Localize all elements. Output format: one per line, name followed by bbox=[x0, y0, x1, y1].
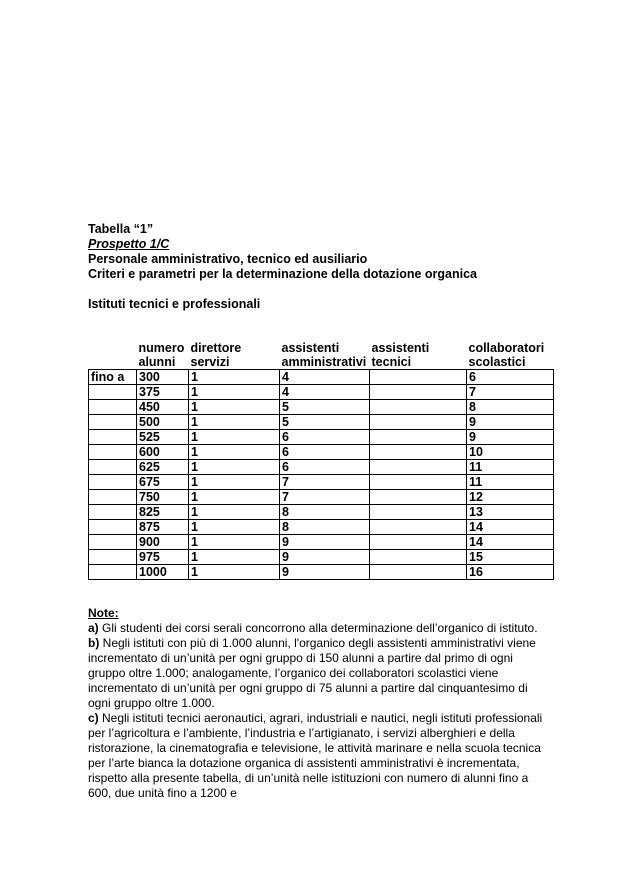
notes-section bbox=[88, 606, 548, 801]
amministrativi-cell: 4 bbox=[280, 370, 370, 385]
note-a: a) Gli studenti dei corsi serali concorrono alla determinazione dell’organico di istituto. bbox=[88, 621, 538, 635]
amministrativi-cell: 5 bbox=[280, 415, 370, 430]
prospetto-subtitle: Prospetto 1/C bbox=[88, 237, 170, 251]
alunni-cell: 625 bbox=[137, 460, 189, 475]
alunni-cell: 875 bbox=[137, 520, 189, 535]
tecnici-cell bbox=[370, 535, 467, 550]
direttore-cell: 1 bbox=[189, 430, 280, 445]
row-label-cell bbox=[89, 385, 137, 400]
tecnici-cell bbox=[370, 385, 467, 400]
amministrativi-cell: 7 bbox=[280, 490, 370, 505]
note-c: c) Negli istituti tecnici aeronautici, agrari, industriali e nautici, negli istituti professionali per l’agricoltura e l’ambiente, l’industria e l’artigianato, i servizi alberghieri e della ristorazione, la cinematografia e televisione, le attività marinare e nella scuola tecnica per l’arte bianca la dotazione organica di assistenti amministrativi è incrementata, rispetto alla presente tabella, di un’unità nelle istituzioni con numero di alunni fino a 600, due unità fino a 1200 e bbox=[88, 711, 543, 800]
table-row bbox=[89, 385, 554, 400]
row-label-cell bbox=[89, 520, 137, 535]
header-cell-amministrativi: assistenti amministrativi bbox=[281, 341, 367, 369]
note-b: b) Negli istituti con più di 1.000 alunni, l'organico degli assistenti amministrativi viene incrementato di un’unità per ogni gruppo di 150 alunni a partire dal primo di ogni gruppo oltre 1.000; analogamente, l’organico dei collaboratori scolastici viene incrementato di un’unità per ogni gruppo di 75 alunni a partire dal cinquantesimo di ogni gruppo oltre 1.000. bbox=[88, 636, 536, 710]
amministrativi-cell: 8 bbox=[280, 505, 370, 520]
header-cell-collaboratori: collaboratori scolastici bbox=[468, 341, 545, 369]
collaboratori-cell: 15 bbox=[467, 550, 554, 565]
section-heading: Istituti tecnici e professionali bbox=[88, 297, 261, 311]
collaboratori-cell: 12 bbox=[467, 490, 554, 505]
row-label-cell bbox=[89, 475, 137, 490]
table-title: Tabella “1” bbox=[88, 222, 154, 236]
tecnici-cell bbox=[370, 505, 467, 520]
collaboratori-cell: 11 bbox=[467, 475, 554, 490]
alunni-cell: 825 bbox=[137, 505, 189, 520]
row-label-cell bbox=[89, 505, 137, 520]
table-row bbox=[89, 445, 554, 460]
tecnici-cell bbox=[370, 565, 467, 580]
collaboratori-cell: 16 bbox=[467, 565, 554, 580]
row-label-cell bbox=[89, 430, 137, 445]
header-cell-direttore: direttore servizi bbox=[190, 341, 242, 369]
direttore-cell: 1 bbox=[189, 415, 280, 430]
collaboratori-cell: 11 bbox=[467, 460, 554, 475]
table-row bbox=[89, 460, 554, 475]
tecnici-cell bbox=[370, 415, 467, 430]
table-row bbox=[89, 475, 554, 490]
alunni-cell: 1000 bbox=[137, 565, 189, 580]
table-row bbox=[89, 550, 554, 565]
alunni-cell: 750 bbox=[137, 490, 189, 505]
tecnici-cell bbox=[370, 430, 467, 445]
row-label-cell bbox=[89, 490, 137, 505]
staffing-table bbox=[88, 341, 554, 580]
amministrativi-cell: 6 bbox=[280, 460, 370, 475]
alunni-cell: 450 bbox=[137, 400, 189, 415]
direttore-cell: 1 bbox=[189, 400, 280, 415]
amministrativi-cell: 4 bbox=[280, 385, 370, 400]
direttore-cell: 1 bbox=[189, 460, 280, 475]
tecnici-cell bbox=[370, 475, 467, 490]
row-label-cell bbox=[89, 445, 137, 460]
amministrativi-cell: 6 bbox=[280, 430, 370, 445]
table-row bbox=[89, 370, 554, 385]
table-row bbox=[89, 415, 554, 430]
row-label-cell bbox=[89, 400, 137, 415]
alunni-cell: 525 bbox=[137, 430, 189, 445]
alunni-cell: 375 bbox=[137, 385, 189, 400]
direttore-cell: 1 bbox=[189, 445, 280, 460]
table-row bbox=[89, 400, 554, 415]
row-label-cell bbox=[89, 415, 137, 430]
amministrativi-cell: 9 bbox=[280, 565, 370, 580]
table-row bbox=[89, 430, 554, 445]
direttore-cell: 1 bbox=[189, 505, 280, 520]
tecnici-cell bbox=[370, 520, 467, 535]
collaboratori-cell: 9 bbox=[467, 415, 554, 430]
amministrativi-cell: 9 bbox=[280, 550, 370, 565]
direttore-cell: 1 bbox=[189, 475, 280, 490]
tecnici-cell bbox=[370, 550, 467, 565]
collaboratori-cell: 6 bbox=[467, 370, 554, 385]
row-label-cell bbox=[89, 535, 137, 550]
table-row bbox=[89, 490, 554, 505]
header-cell-label bbox=[89, 341, 137, 370]
collaboratori-cell: 13 bbox=[467, 505, 554, 520]
header-cell-alunni: numero alunni bbox=[138, 341, 185, 369]
alunni-cell: 675 bbox=[137, 475, 189, 490]
table-row bbox=[89, 535, 554, 550]
collaboratori-cell: 8 bbox=[467, 400, 554, 415]
direttore-cell: 1 bbox=[189, 385, 280, 400]
notes-title: Note: bbox=[88, 606, 119, 620]
alunni-cell: 500 bbox=[137, 415, 189, 430]
collaboratori-cell: 14 bbox=[467, 535, 554, 550]
table-row bbox=[89, 565, 554, 580]
tecnici-cell bbox=[370, 370, 467, 385]
criteria-heading: Criteri e parametri per la determinazione della dotazione organica bbox=[88, 267, 478, 281]
alunni-cell: 900 bbox=[137, 535, 189, 550]
tecnici-cell bbox=[370, 445, 467, 460]
direttore-cell: 1 bbox=[189, 535, 280, 550]
row-label-cell bbox=[89, 550, 137, 565]
row-label-cell bbox=[89, 460, 137, 475]
direttore-cell: 1 bbox=[189, 370, 280, 385]
header-cell-tecnici: assistenti tecnici bbox=[371, 341, 430, 369]
tecnici-cell bbox=[370, 490, 467, 505]
table-header-row bbox=[89, 341, 554, 370]
collaboratori-cell: 14 bbox=[467, 520, 554, 535]
row-label-cell: fino a bbox=[89, 370, 137, 385]
table-row bbox=[89, 505, 554, 520]
alunni-cell: 975 bbox=[137, 550, 189, 565]
table-row bbox=[89, 520, 554, 535]
direttore-cell: 1 bbox=[189, 550, 280, 565]
direttore-cell: 1 bbox=[189, 490, 280, 505]
row-label-cell bbox=[89, 565, 137, 580]
direttore-cell: 1 bbox=[189, 520, 280, 535]
tecnici-cell bbox=[370, 460, 467, 475]
alunni-cell: 300 bbox=[137, 370, 189, 385]
collaboratori-cell: 7 bbox=[467, 385, 554, 400]
tecnici-cell bbox=[370, 400, 467, 415]
direttore-cell: 1 bbox=[189, 565, 280, 580]
alunni-cell: 600 bbox=[137, 445, 189, 460]
amministrativi-cell: 8 bbox=[280, 520, 370, 535]
amministrativi-cell: 5 bbox=[280, 400, 370, 415]
amministrativi-cell: 7 bbox=[280, 475, 370, 490]
collaboratori-cell: 10 bbox=[467, 445, 554, 460]
amministrativi-cell: 9 bbox=[280, 535, 370, 550]
amministrativi-cell: 6 bbox=[280, 445, 370, 460]
personnel-heading: Personale amministrativo, tecnico ed ausiliario bbox=[88, 252, 368, 266]
collaboratori-cell: 9 bbox=[467, 430, 554, 445]
